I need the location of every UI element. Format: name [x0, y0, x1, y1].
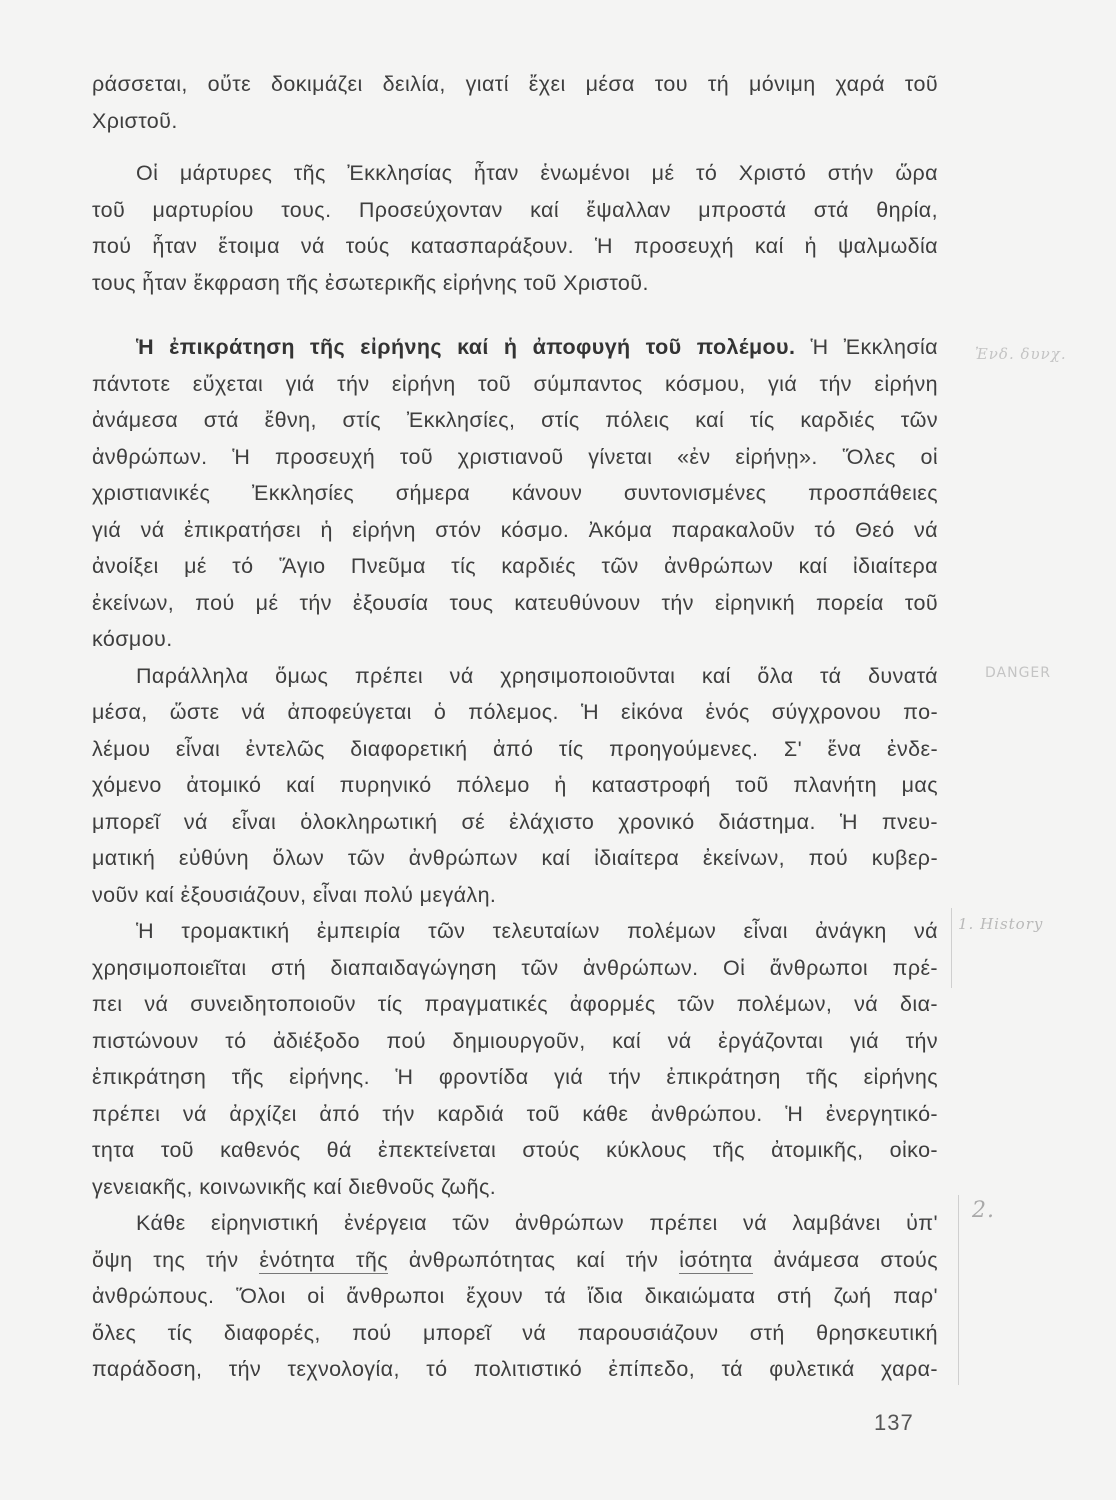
- text-line: χρησιμοποιεῖται στή διαπαιδαγώγηση τῶν ἀνθρώπων. Οἱ ἄνθρωποι πρέ-: [92, 955, 938, 980]
- text-line: Ἡ τρομακτική ἐμπειρία τῶν τελευταίων πολέμων εἶναι ἀνάγκη νά: [136, 919, 938, 943]
- text-line: νοῦν καί ἐξουσιάζουν, εἶναι πολύ μεγάλη.: [92, 882, 497, 907]
- text-line: Χριστοῦ.: [92, 108, 178, 133]
- text-line: μπορεῖ νά εἶναι ὁλοκληρωτική σέ ἐλάχιστο χρονικό διάστημα. Ἡ πνευ-: [92, 809, 938, 834]
- text-line: ἀνθρώπων. Ἡ προσευχή τοῦ χριστιανοῦ γίνεται «ἐν εἰρήνῃ». Ὅλες οἱ: [92, 444, 938, 469]
- section-heading-line: [92, 329, 938, 366]
- margin-bracket: [951, 908, 952, 988]
- text-line: Οἱ μάρτυρες τῆς Ἐκκλησίας ἦταν ἑνωμένοι μέ τό Χριστό στήν ὥρα: [136, 161, 938, 185]
- text-line: χόμενο ἀτομικό καί πυρηνικό πόλεμο ἡ καταστροφή τοῦ πλανήτη μας: [92, 773, 938, 797]
- text-line: ράσσεται, οὔτε δοκιμάζει δειλία, γιατί ἔχει μέσα του τή μόνιμη χαρά τοῦ: [92, 72, 938, 96]
- text-line: κόσμου.: [92, 627, 173, 651]
- text-line: ματική εὐθύνη ὅλων τῶν ἀνθρώπων καί ἰδιαίτερα ἐκείνων, πού κυβερ-: [92, 846, 938, 870]
- text-line: πάντοτε εὔχεται γιά τήν εἰρήνη τοῦ σύμπαντος κόσμου, γιά τήν εἰρήνη: [92, 371, 938, 396]
- margin-note: DANGER: [985, 665, 1052, 681]
- text-line: τους ἦταν ἔκφραση τῆς ἐσωτερικῆς εἰρήνης τοῦ Χριστοῦ.: [92, 270, 649, 295]
- text-line: μέσα, ὥστε νά ἀποφεύγεται ὁ πόλεμος. Ἡ εἰκόνα ἑνός σύγχρονου πο-: [92, 700, 938, 724]
- text-line: πρέπει νά ἀρχίζει ἀπό τήν καρδιά τοῦ κάθε ἀνθρώπου. Ἡ ἐνεργητικό-: [92, 1101, 938, 1126]
- text-segment: ὄψη της τήν: [92, 1247, 260, 1272]
- text-line: γενειακῆς, κοινωνικῆς καί διεθνοῦς ζωῆς.: [92, 1174, 497, 1199]
- text-line: πιστώνουν τό ἀδιέξοδο πού δημιουργοῦν, καί νά ἐργάζονται γιά τήν: [92, 1028, 938, 1053]
- section-heading: Ἡ ἐπικράτηση τῆς εἰρήνης καί ἡ ἀποφυγή τοῦ πολέμου.: [136, 335, 796, 359]
- text-line: χριστιανικές Ἐκκλησίες σήμερα κάνουν συντονισμένες προσπάθειες: [92, 481, 938, 505]
- margin-note: 2.: [972, 1198, 995, 1223]
- text-line: ἐκείνων, πού μέ τήν ἐξουσία τους κατευθύνουν τήν εἰρηνική πορεία τοῦ: [92, 590, 938, 615]
- text-line: λέμου εἶναι ἐντελῶς διαφορετική ἀπό τίς προηγούμενες. Σ' ἕνα ἐνδε-: [92, 736, 938, 761]
- underlined-phrase: ἑνότητα τῆς: [259, 1247, 388, 1272]
- body-text: [92, 66, 938, 1388]
- text-line: [92, 1242, 938, 1279]
- text-line: γιά νά ἐπικρατήσει ἡ εἰρήνη στόν κόσμο. Ἀκόμα παρακαλοῦν τό Θεό νά: [92, 517, 938, 542]
- margin-note: Ἐνδ. δυνχ.: [975, 345, 1067, 363]
- page-number: 137: [874, 1410, 914, 1435]
- text-line: Κάθε εἰρηνιστική ἐνέργεια τῶν ἀνθρώπων πρέπει νά λαμβάνει ὑπ': [136, 1211, 938, 1235]
- text-line: ἀνθρώπους. Ὅλοι οἱ ἄνθρωποι ἔχουν τά ἴδια δικαιώματα στή ζωή παρ': [92, 1284, 938, 1308]
- underlined-phrase: ἰσότητα: [679, 1247, 753, 1272]
- text-segment: ἀνάμεσα στούς: [752, 1247, 938, 1272]
- text-line: ὅλες τίς διαφορές, πού μπορεῖ νά παρουσιάζουν στή θρησκευτική: [92, 1320, 938, 1345]
- margin-bracket: [958, 1195, 959, 1385]
- heading-continuation: Ἡ Ἐκκλησία: [795, 335, 938, 359]
- text-line: τητα τοῦ καθενός θά ἐπεκτείνεται στούς κύκλους τῆς ἀτομικῆς, οἰκο-: [92, 1138, 938, 1162]
- text-line: ἀνάμεσα στά ἔθνη, στίς Ἐκκλησίες, στίς πόλεις καί τίς καρδιές τῶν: [92, 408, 938, 432]
- text-line: πει νά συνειδητοποιοῦν τίς πραγματικές ἀφορμές τῶν πολέμων, νά δια-: [92, 992, 938, 1016]
- text-line: παράδοση, τήν τεχνολογία, τό πολιτιστικό ἐπίπεδο, τά φυλετικά χαρα-: [92, 1357, 938, 1381]
- text-line: τοῦ μαρτυρίου τους. Προσεύχονταν καί ἔψαλλαν μπροστά στά θηρία,: [92, 197, 938, 222]
- margin-note: 1. History: [958, 915, 1044, 933]
- text-line: ἀνοίξει μέ τό Ἅγιο Πνεῦμα τίς καρδιές τῶν ἀνθρώπων καί ἰδιαίτερα: [92, 554, 938, 578]
- text-line: ἐπικράτηση τῆς εἰρήνης. Ἡ φροντίδα γιά τήν ἐπικράτηση τῆς εἰρήνης: [92, 1065, 938, 1089]
- text-line: Παράλληλα ὅμως πρέπει νά χρησιμοποιοῦνται καί ὅλα τά δυνατά: [136, 663, 938, 688]
- text-segment: ἀνθρωπότητας καί τήν: [388, 1247, 680, 1272]
- text-line: πού ἦταν ἕτοιμα νά τούς κατασπαράξουν. Ἡ προσευχή καί ἡ ψαλμωδία: [92, 234, 938, 258]
